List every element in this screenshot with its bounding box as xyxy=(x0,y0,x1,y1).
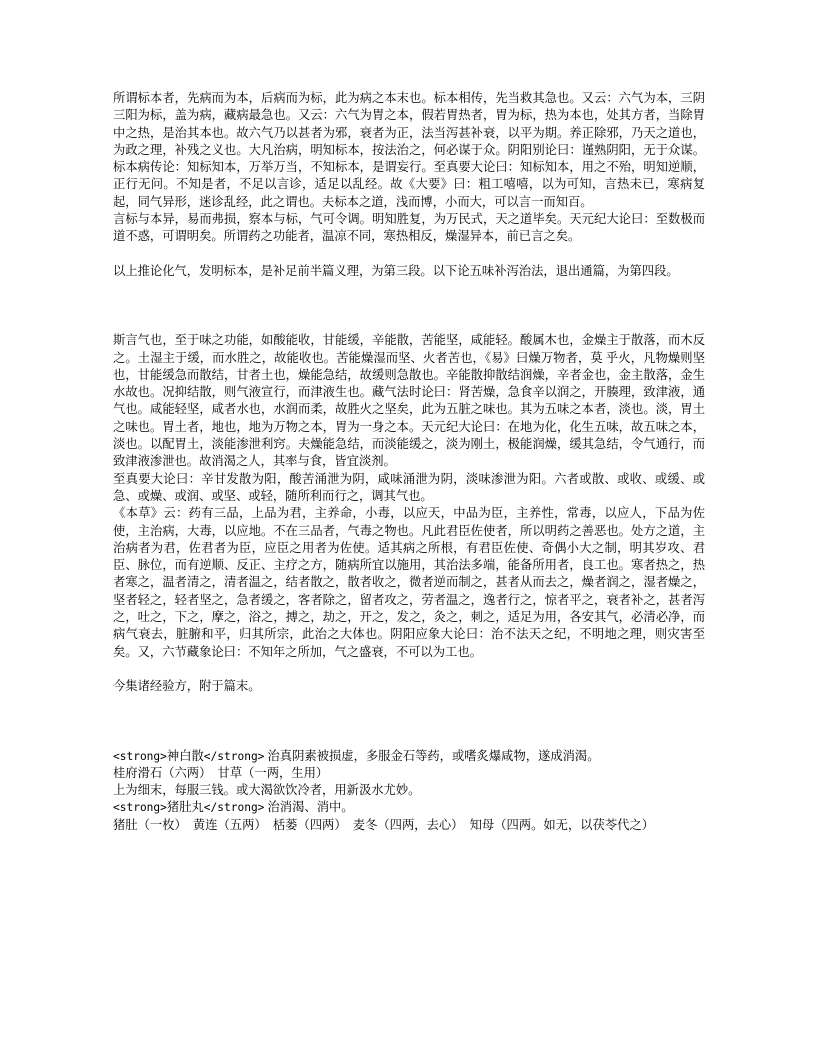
formula-ingredients: 猪肚（一枚） 黄连（五两） 栝蒌（四两） 麦冬（四两，去心） 知母（四两。如无，以茯苓代之） xyxy=(113,817,655,832)
paragraph-standard-root-distinction: 言标与本异，易而弗损，察本与标，气可令调。明知胜复，为万民式，天之道毕矣。天元纪大论曰：至数极而道不惑，可谓明矣。所谓药之功能者，温凉不同，寒热相反，燥湿异本，前已言之矣。 xyxy=(113,212,705,244)
paragraph-spacer xyxy=(113,696,705,748)
paragraph-standard-root-theory: 所谓标本者，先病而为本，后病而为标，此为病之本末也。标本相传，先当救其急也。又云：六气为本，三阴三阳为标，盖为病，藏病最急也。又云：六气为胃之本，假若胃热者，胃为标，热为本也，处其方者，当除胃中之热，是治其本也。故六气乃以甚者为邪，衰者为正，法当泻甚补衰，以平为期。养正除邪，乃天之道也，为政之理，补残之义也。大凡治病，明知标本，按法治之，何必谋于众。阴阳别论曰：谨熟阴阳，无于众谋。标本病传论：知标知本，万举万当，不知标本，是谓妄行。至真要大论曰：知标知本，用之不殆，明知逆顺，正行无问。不知是者，不足以言诊，适足以乱经。故《大要》曰：粗工嘻嘻，以为可知，言热未已，寒病复起，同气异形，迷诊乱经，此之谓也。夫标本之道，浅而博，小而大，可以言一而知百。 xyxy=(113,91,705,209)
formula-preparation: 上为细末，每服三钱。或大渴欲饮冷者，用新汲水尤妙。 xyxy=(113,783,421,798)
paragraph-spacer xyxy=(113,280,705,332)
formula-indication: 治真阴素被损虚，多服金石等药，或嗜炙爆咸物，遂成消渴。 xyxy=(267,748,600,763)
formula-heading-line xyxy=(113,799,705,816)
paragraph-appendix-note: 今集诸经验方，附于篇末。 xyxy=(113,679,261,694)
formula-name: 猪肚丸 xyxy=(166,800,204,815)
strong-open-tag-text: <strong> xyxy=(113,801,167,815)
formula-shenbaisan xyxy=(113,748,705,800)
paragraph-bencao-three-grades: 《本草》云：药有三品，上品为君，主养命，小毒，以应天，中品为臣，主养性，常毒，以应人，下品为佐使，主治病，大毒，以应地。不在三品者，气毒之物也。凡此君臣佐使者，所以明药之善恶也。处方之道，主治病者为君，佐君者为臣，应臣之用者为佐使。适其病之所根，有君臣佐使、奇偶小大之制，明其岁攻、君臣、脉位，而有逆顺、反正、主疗之方，随病所宜以施用，其治法多端，能备所用者，良工也。寒者热之，热者寒之，温者清之，清者温之，结者散之，散者收之，微者逆而制之，甚者从而去之，燥者润之，湿者燥之，坚者轻之，轻者坚之，急者缓之，客者除之，留者攻之，劳者温之，逸者行之，惊者平之，衰者补之，甚者泻之，吐之，下之，摩之，浴之，搏之，劫之，开之，发之，灸之，刺之，适足为用，各安其气，必清必净，而病气衰去，脏腑和平，归其所宗，此治之大体也。阴阳应象大论曰：治不法天之纪，不明地之理，则灾害至矣。又，六节藏象论曰：不知年之所加，气之盛衰，不可以为工也。 xyxy=(113,506,705,659)
formula-ingredients: 桂府滑石（六两） 甘草（一两，生用） xyxy=(113,765,329,780)
strong-close-tag-text: </strong> xyxy=(203,801,265,815)
formula-heading-line xyxy=(113,748,705,765)
paragraph-section-three-summary: 以上推论化气，发明标本，是补足前半篇义理，为第三段。以下论五味补泻治法，退出通篇，为第四段。 xyxy=(113,263,679,278)
strong-close-tag-text: </strong> xyxy=(203,749,265,763)
paragraph-spacer xyxy=(113,246,705,263)
formula-name: 神白散 xyxy=(166,748,204,763)
paragraph-zhizhenyao-treatise: 至真要大论曰：辛甘发散为阳，酸苦涌泄为阴，咸味涌泄为阴，淡味渗泄为阳。六者或散、或收、或缓、或急、或燥、或润、或坚、或轻，随所利而行之，调其气也。 xyxy=(113,471,705,503)
strong-open-tag-text: <strong> xyxy=(113,749,167,763)
formula-indication: 治消渴、消中。 xyxy=(267,800,354,815)
formula-zhudupill xyxy=(113,799,705,834)
paragraph-five-flavors-function: 斯言气也，至于味之功能，如酸能收，甘能缓，辛能散，苦能坚，咸能轻。酸属木也，金燥主于散落，而木反之。土湿主于缓，而水胜之，故能收也。苦能燥湿而坚、火者苦也，《易》曰燥万物者，莫 乎火，凡物燥则坚也，甘能缓急而散结，甘者土也，燥能急结，故缓则急散也。辛能散抑散结润燥，辛者金也，金主散落，金生水故也。况抑结散，则气液宣行，而津液生也。藏气法时论曰：肾苦燥，急食辛以润之，开腠理，致津液，通气也。咸能轻坚，咸者水也，水润而柔，故胜火之坚矣，此为五脏之味也。其为五味之本者，淡也。淡，胃土之味也。胃土者，地也，地为万物之本，胃为一身之本。天元纪大论曰：在地为化，化生五味，故五味之本，淡也。以配胃土，淡能渗泄利窍。夫燥能急结，而淡能缓之，淡为刚土，极能润燥，缓其急结，令气通行，而致津液渗泄也。故消渴之人，其率与食，皆宜淡剂。 xyxy=(113,333,705,469)
paragraph-spacer xyxy=(113,661,705,678)
document-body xyxy=(113,90,705,834)
